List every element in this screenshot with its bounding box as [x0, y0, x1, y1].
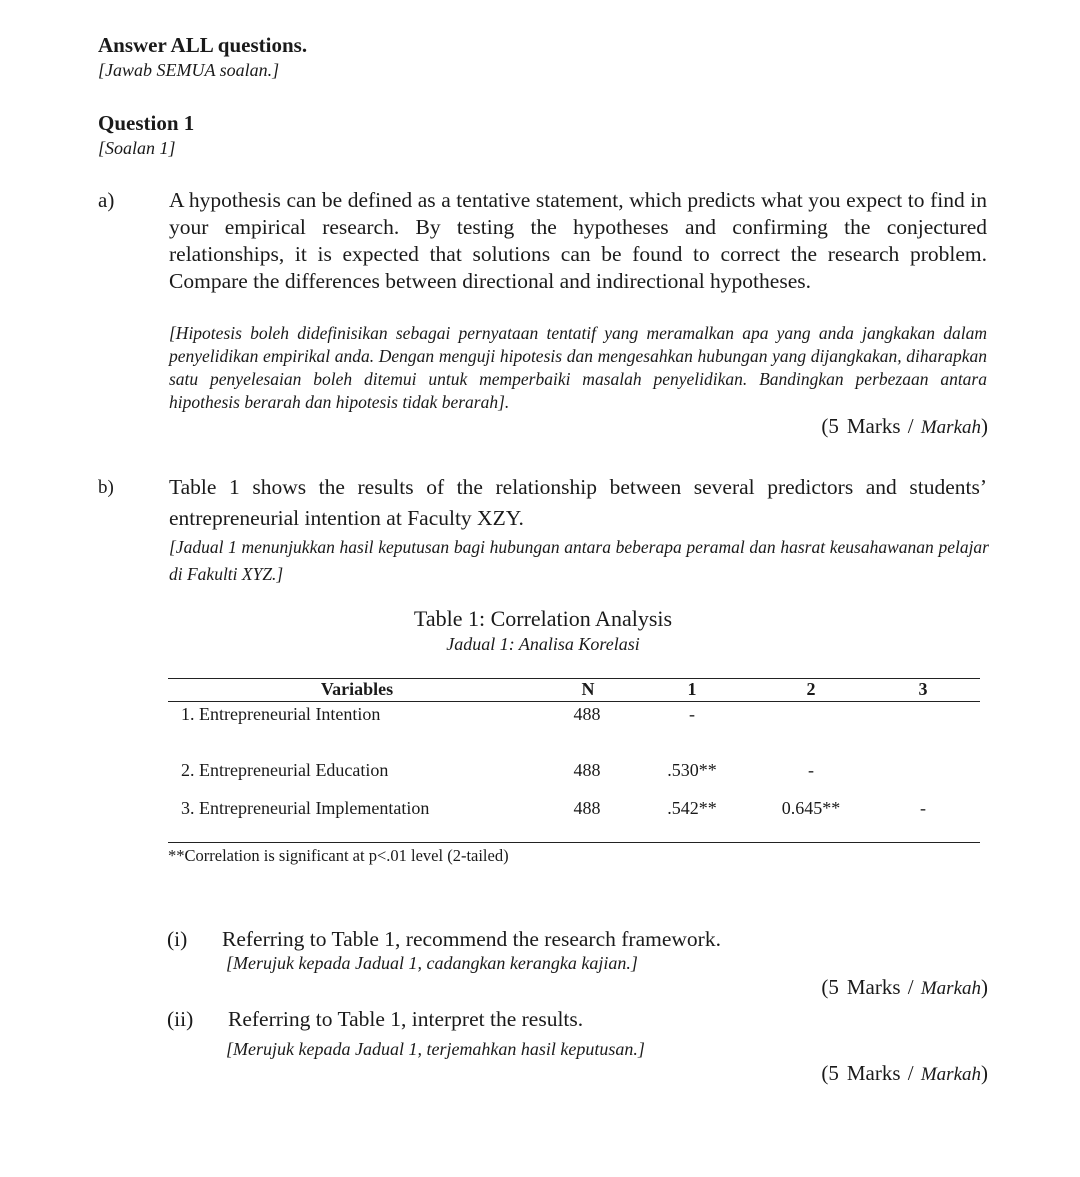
- part-b-text: Table 1 shows the results of the relationship between several predictors and students’ entrepreneurial intention at Faculty XZY.: [169, 475, 987, 530]
- sub-i-marks: (5 Marks / Markah): [821, 975, 988, 999]
- question-title-translation: [Soalan 1]: [98, 138, 176, 158]
- table-row-2-variable: 2. Entrepreneurial Education: [181, 760, 389, 780]
- table-row-3-n: 488: [573, 798, 601, 818]
- table-header-n: N: [581, 679, 595, 699]
- table-row-2-n: 488: [573, 760, 601, 780]
- table-row-2-c2: -: [808, 760, 814, 780]
- table-header-3: 3: [918, 679, 928, 699]
- instruction-heading: Answer ALL questions.: [98, 33, 308, 57]
- part-a-marks: (5 Marks / Markah): [821, 414, 988, 438]
- part-a-text: A hypothesis can be defined as a tentative statement, which predicts what you expect to find in your empirical research. By testing the hypotheses and confirming the conjectured relationships, it is expected that solutions can be found to correct the research problem. Compare the differences between directional and indirectional hypotheses.: [169, 188, 987, 293]
- table-header-rule: [168, 701, 980, 702]
- table-note: **Correlation is significant at p<.01 level (2-tailed): [168, 846, 509, 865]
- table-header-2: 2: [806, 679, 816, 699]
- table-row-3-c2: 0.645**: [781, 798, 841, 818]
- table-header-1: 1: [687, 679, 697, 699]
- sub-ii-marks: (5 Marks / Markah): [821, 1061, 988, 1085]
- question-title: Question 1: [98, 111, 195, 135]
- table-bottom-rule: [168, 842, 980, 843]
- table-row-1-c1: -: [689, 704, 695, 724]
- part-b-translation: [Jadual 1 menunjukkan hasil keputusan bagi hubungan antara beberapa peramal dan hasrat keusahawanan pelajar di Fakulti XYZ.]: [169, 537, 989, 584]
- table-header-variables: Variables: [320, 679, 394, 699]
- table-row-3-variable: 3. Entrepreneurial Implementation: [181, 798, 430, 818]
- table-caption-translation: Jadual 1: Analisa Korelasi: [446, 634, 640, 654]
- table-row-3-c1: .542**: [667, 798, 717, 818]
- sub-ii-translation: [Merujuk kepada Jadual 1, terjemahkan hasil keputusan.]: [226, 1039, 645, 1059]
- table-caption: Table 1: Correlation Analysis: [413, 606, 673, 631]
- instruction-translation: [Jawab SEMUA soalan.]: [98, 60, 280, 80]
- table-row-1-n: 488: [573, 704, 601, 724]
- part-a-translation: [Hipotesis boleh didefinisikan sebagai pernyataan tentatif yang meramalkan apa yang anda jangkakan dalam penyelidikan empirikal anda. Dengan menguji hipotesis dan mengesahkan hubungan yang dijangkakan, diharapkan satu penyelesaian boleh ditemui untuk memperbaiki masalah penyelidikan. Bandingkan perbezaan antara hipothesis berarah dan hipotesis tidak berarah].: [169, 323, 987, 412]
- table-top-rule: [168, 678, 980, 679]
- sub-ii-number: (ii): [167, 1007, 194, 1031]
- table-row-3-c3: -: [920, 798, 926, 818]
- sub-i-number: (i): [167, 927, 188, 951]
- part-b-label: b): [98, 477, 114, 498]
- table-row-2-c1: .530**: [667, 760, 717, 780]
- sub-i-text: Referring to Table 1, recommend the research framework.: [222, 927, 721, 951]
- table-row-1-variable: 1. Entrepreneurial Intention: [181, 704, 381, 724]
- sub-i-translation: [Merujuk kepada Jadual 1, cadangkan kerangka kajian.]: [226, 953, 638, 973]
- part-a-label: a): [98, 188, 115, 212]
- sub-ii-text: Referring to Table 1, interpret the results.: [228, 1007, 584, 1031]
